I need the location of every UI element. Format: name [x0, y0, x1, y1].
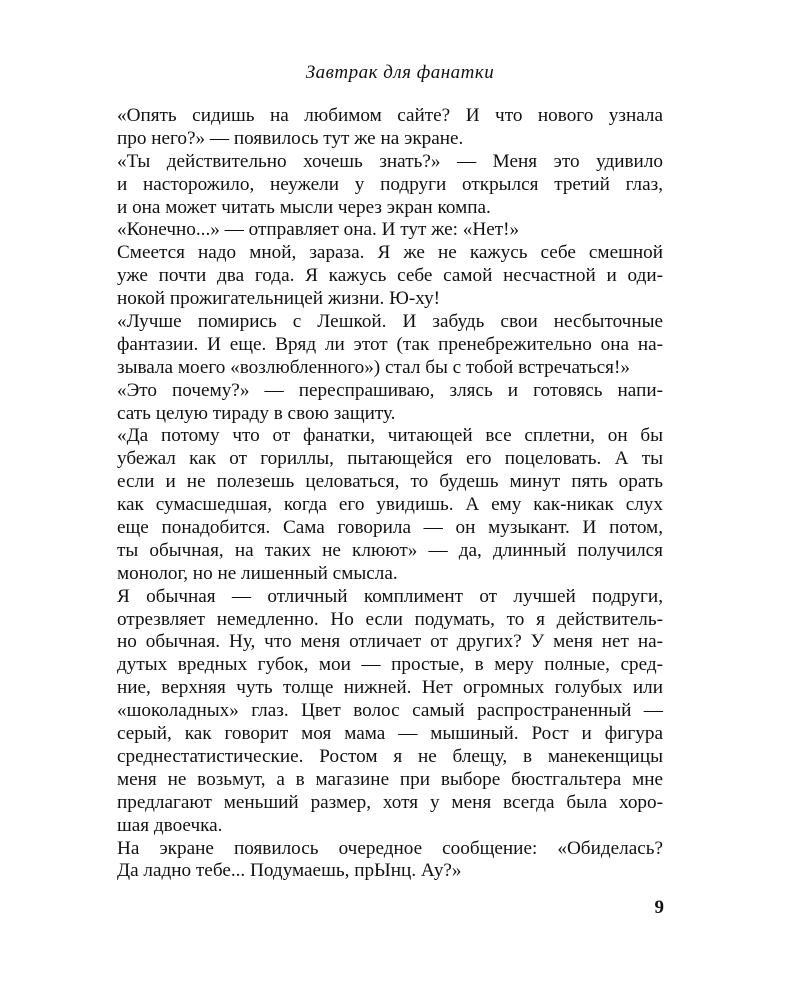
text-line: Смеется надо мной, зараза. Я же не кажусь себе смешной: [117, 242, 663, 264]
text-line: На экране появилось очередное сообщение: «Обиделась?: [117, 837, 663, 859]
text-line: но обычная. Ну, что меня отличает от других? У меня нет на-: [117, 631, 663, 653]
text-line: про него?» — появилось тут же на экране.: [117, 127, 464, 149]
text-line: если и не полезешь целоваться, то будешь минут пять орать: [117, 471, 663, 493]
text-line: предлагают меньший размер, хотя у меня всегда была хоро-: [117, 791, 663, 813]
body-text: [117, 105, 663, 883]
text-line: шая двоечка.: [117, 814, 223, 836]
page-number: 9: [654, 897, 664, 918]
text-line: «Опять сидишь на любимом сайте? И что нового узнала: [117, 105, 663, 126]
text-line: уже почти два года. Я кажусь себе самой несчастной и оди-: [117, 265, 663, 287]
text-line: меня не возьмут, а в магазине при выборе бюстгальтера мне: [117, 768, 663, 790]
text-line: и насторожило, неужели у подруги открылся третий глаз,: [117, 173, 663, 195]
text-line: как сумасшедшая, когда его увидишь. А ему как-никак слух: [117, 494, 663, 516]
text-line: дутых вредных губок, мои — простые, в меру полные, сред-: [117, 654, 663, 676]
text-line: нокой прожигательницей жизни. Ю-ху!: [117, 288, 441, 310]
text-line: монолог, но не лишенный смысла.: [117, 562, 398, 584]
text-line: «Ты действительно хочешь знать?» — Меня это удивило: [117, 150, 663, 172]
text-line: Я обычная — отличный комплимент от лучшей подруги,: [117, 585, 663, 607]
text-line: еще понадобится. Сама говорила — он музыкант. И потом,: [117, 517, 663, 539]
text-line: убежал как от гориллы, пытающейся его поцеловать. А ты: [117, 448, 663, 470]
text-line: ты обычная, на таких не клюют» — да, длинный получился: [117, 539, 663, 561]
text-line: «Это почему?» — переспрашиваю, злясь и готовясь напи-: [117, 379, 663, 401]
text-line: среднестатистические. Ростом я не блещу, в манекенщицы: [117, 745, 663, 767]
text-line: и она может читать мысли через экран компа.: [117, 196, 491, 218]
text-line: «шоколадных» глаз. Цвет волос самый распространенный —: [117, 700, 663, 722]
text-line: фантазии. И еще. Вряд ли этот (так пренебрежительно она на-: [117, 333, 663, 355]
text-line: ние, верхняя чуть толще нижней. Нет огромных голубых или: [117, 677, 663, 699]
text-line: серый, как говорит моя мама — мышиный. Рост и фигура: [117, 723, 663, 745]
text-line: Да ладно тебе... Подумаешь, прЫнц. Ау?»: [117, 860, 462, 882]
text-line: зывала моего «возлюбленного») стал бы с тобой встречаться!»: [117, 356, 630, 378]
text-line: сать целую тираду в свою защиту.: [117, 402, 396, 424]
text-line: «Лучше помирись с Лешкой. И забудь свои несбыточные: [117, 311, 663, 333]
text-line: отрезвляет немедленно. Но если подумать, то я действитель-: [117, 608, 663, 630]
text-line: «Да потому что от фанатки, читающей все сплетни, он бы: [117, 425, 663, 447]
running-header: Завтрак для фанатки: [305, 62, 495, 83]
text-line: «Конечно...» — отправляет она. И тут же: «Нет!»: [117, 219, 520, 241]
